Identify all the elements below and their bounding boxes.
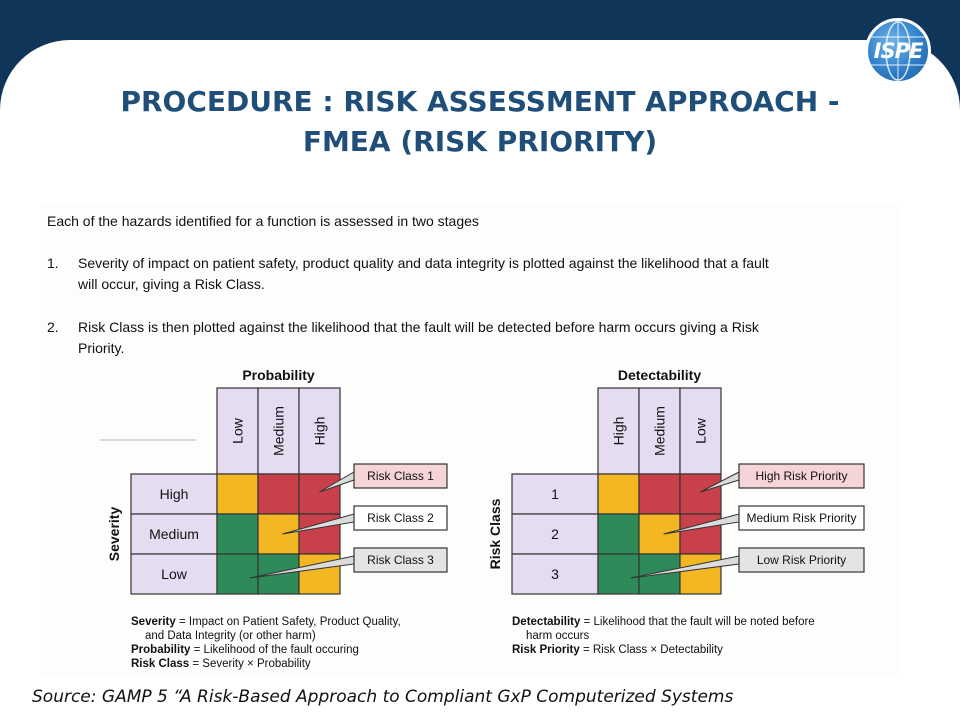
left-legend-text: and Data Integrity (or other harm) <box>145 630 316 642</box>
right-legend-term: Detectability <box>512 616 581 628</box>
right-column-header-1: Medium <box>651 406 668 456</box>
left-row-header-1: Medium <box>149 526 199 542</box>
right-side-label: Risk Class <box>487 498 503 570</box>
step-number: 2. <box>47 319 59 335</box>
right-column-header-2: Low <box>692 418 709 444</box>
left-cell-red <box>299 474 340 514</box>
step-text-line: Risk Class is then plotted against the likelihood that the fault will be detected before harm occurs giving a Risk <box>78 319 759 335</box>
right-row-header-2: 3 <box>551 566 559 582</box>
logo-text: ISPE <box>873 39 923 63</box>
left-legend-term: Risk Class <box>131 658 190 670</box>
right-cell-green <box>598 554 639 594</box>
left-column-header-0: Low <box>229 418 246 444</box>
right-legend-line <box>512 616 815 628</box>
right-callout-label-1: Medium Risk Priority <box>746 511 857 525</box>
right-cell-red <box>680 474 721 514</box>
right-cell-red <box>639 474 680 514</box>
right-cell-yellow <box>639 514 680 554</box>
left-cell-green <box>217 514 258 554</box>
left-legend-text: = Severity × Probability <box>189 658 311 670</box>
right-column-header-0: High <box>610 416 627 446</box>
right-legend-text: = Likelihood that the fault will be noted before <box>580 616 815 628</box>
right-legend-term: Risk Priority <box>512 644 580 656</box>
left-legend-line <box>131 616 401 628</box>
step-text-line: Priority. <box>78 340 125 356</box>
step-number: 1. <box>47 255 59 271</box>
left-row-header-0: High <box>159 486 189 502</box>
right-cell-yellow <box>598 474 639 514</box>
title-line-1: PROCEDURE : RISK ASSESSMENT APPROACH - <box>120 85 840 118</box>
right-legend-text: = Risk Class × Detectability <box>579 644 723 656</box>
intro-text: Each of the hazards identified for a function is assessed in two stages <box>47 213 479 229</box>
left-cell-yellow <box>217 474 258 514</box>
left-column-header-2: High <box>311 416 328 446</box>
left-legend-line <box>131 644 359 656</box>
left-cell-green <box>217 554 258 594</box>
left-row-header-2: Low <box>161 566 187 582</box>
left-legend-line <box>131 658 311 670</box>
step-text-line: will occur, giving a Risk Class. <box>78 276 265 292</box>
left-cell-yellow <box>258 514 299 554</box>
title-line-2: FMEA (RISK PRIORITY) <box>302 125 658 158</box>
right-callout-label-2: Low Risk Priority <box>756 553 847 567</box>
left-cell-red <box>258 474 299 514</box>
left-side-label: Severity <box>106 506 122 562</box>
left-legend-text: = Impact on Patient Safety, Product Quality, <box>175 616 401 628</box>
step-text-line: Severity of impact on patient safety, product quality and data integrity is plotted against the likelihood that a fault <box>78 255 769 271</box>
right-cell-green <box>598 514 639 554</box>
left-legend-line <box>145 630 316 642</box>
left-legend-text: = Likelihood of the fault occuring <box>190 644 359 656</box>
left-legend-term: Severity <box>131 616 176 628</box>
right-row-header-1: 2 <box>551 526 559 542</box>
source-citation: Source: GAMP 5 “A Risk-Based Approach to Compliant GxP Computerized Systems <box>32 687 734 707</box>
left-callout-label-1: Risk Class 2 <box>367 511 434 525</box>
right-legend-line <box>526 630 590 642</box>
right-legend-text: harm occurs <box>526 630 590 642</box>
right-callout-label-0: High Risk Priority <box>755 469 848 483</box>
left-callout-label-2: Risk Class 3 <box>367 553 434 567</box>
right-cell-yellow <box>680 554 721 594</box>
left-legend-term: Probability <box>131 644 191 656</box>
left-callout-label-0: Risk Class 1 <box>367 469 434 483</box>
left-top-label: Probability <box>242 367 315 383</box>
right-top-label: Detectability <box>617 367 702 383</box>
right-row-header-0: 1 <box>551 486 559 502</box>
left-column-header-1: Medium <box>270 406 287 456</box>
right-legend-line <box>512 644 723 656</box>
